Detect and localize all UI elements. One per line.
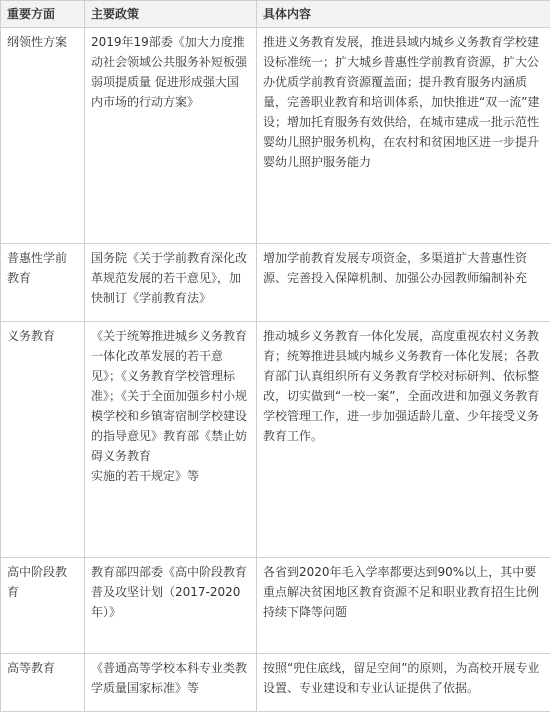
policy-cell: 教育部四部委《高中阶段教育普及攻坚计划（2017-2020年）》	[85, 558, 257, 654]
aspect-cell: 义务教育	[1, 322, 85, 558]
aspect-cell: 普惠性学前教育	[1, 244, 85, 322]
table-row	[1, 654, 550, 712]
header-content: 具体内容	[257, 1, 550, 28]
content-cell: 各省到2020年毛入学率都要达到90%以上，其中要重点解决贫困地区教育资源不足和职业教育招生比例持续下降等问题	[257, 558, 550, 654]
content-cell: 推动城乡义务教育一体化发展，高度重视农村义务教育；统筹推进县域内城乡义务教育一体化发展；各教育部门认真组织所有义务教育学校对标研判、依标整改，切实做到“一校一案”，全面改进和加强义务教育学校管理工作，进一步加强适龄儿童、少年接受义务教育工作。	[257, 322, 550, 558]
table-row	[1, 244, 550, 322]
header-aspect: 重要方面	[1, 1, 85, 28]
aspect-cell: 高中阶段教育	[1, 558, 85, 654]
table-row	[1, 558, 550, 654]
aspect-cell: 高等教育	[1, 654, 85, 712]
content-cell: 增加学前教育发展专项资金，多渠道扩大普惠性资源、完善投入保障机制、加强公办园教师编制补充	[257, 244, 550, 322]
policy-cell: 《关于统筹推进城乡义务教育一体化改革发展的若干意见》；《义务教育学校管理标准》；《关于全面加强乡村小规模学校和乡镇寄宿制学校建设的指导意见》教育部《禁止妨碍义务教育 实施的若干规定》等	[85, 322, 257, 558]
policy-cell: 2019年19部委《加大力度推动社会领域公共服务补短板强弱项提质量 促进形成强大国内市场的行动方案》	[85, 28, 257, 244]
table-row	[1, 28, 550, 244]
table-row	[1, 322, 550, 558]
content-cell: 按照“兜住底线，留足空间”的原则，为高校开展专业设置、专业建设和专业认证提供了依据。	[257, 654, 550, 712]
content-cell: 推进义务教育发展，推进县域内城乡义务教育学校建设标准统一；扩大城乡普惠性学前教育资源，扩大公办优质学前教育资源覆盖面；提升教育服务内涵质量，完善职业教育和培训体系，加快推进“双一流”建设；增加托育服务有效供给，在城市建成一批示范性婴幼儿照护服务机构，在农村和贫困地区进一步提升婴幼儿照护服务能力	[257, 28, 550, 244]
aspect-cell: 纲领性方案	[1, 28, 85, 244]
policy-cell: 国务院《关于学前教育深化改革规范发展的若干意见》，加快制订《学前教育法》	[85, 244, 257, 322]
header-policy: 主要政策	[85, 1, 257, 28]
policy-cell: 《普通高等学校本科专业类教学质量国家标准》等	[85, 654, 257, 712]
table-header-row	[1, 1, 550, 28]
